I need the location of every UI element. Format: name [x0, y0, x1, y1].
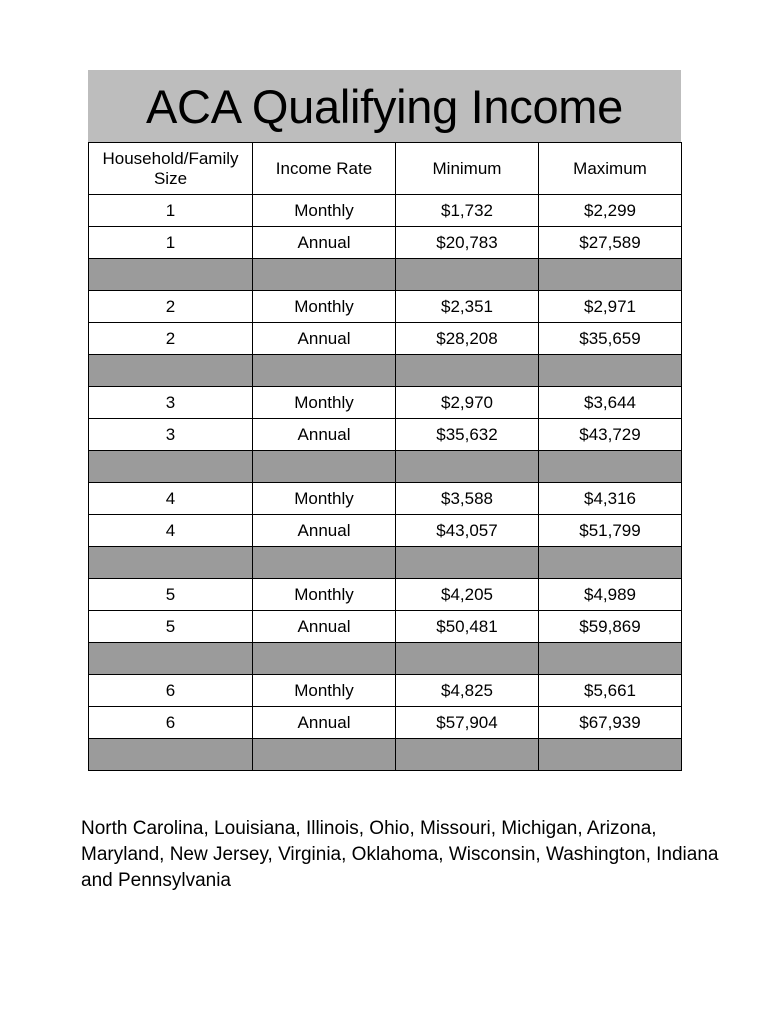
title-banner [88, 70, 681, 142]
spacer-cell [396, 451, 539, 483]
table-row [89, 611, 682, 643]
spacer-cell [539, 739, 682, 771]
cell-income-rate: Monthly [253, 195, 396, 227]
page-title: ACA Qualifying Income [146, 79, 623, 133]
spacer-row [89, 355, 682, 387]
cell-maximum: $2,299 [539, 195, 682, 227]
spacer-cell [253, 451, 396, 483]
spacer-cell [539, 259, 682, 291]
header-maximum: Maximum [539, 143, 682, 195]
spacer-cell [539, 355, 682, 387]
cell-maximum: $4,989 [539, 579, 682, 611]
cell-maximum: $51,799 [539, 515, 682, 547]
spacer-cell [396, 643, 539, 675]
spacer-cell [539, 643, 682, 675]
cell-household-size: 3 [89, 419, 253, 451]
cell-minimum: $3,588 [396, 483, 539, 515]
cell-household-size: 5 [89, 579, 253, 611]
spacer-cell [89, 547, 253, 579]
table-row [89, 387, 682, 419]
spacer-cell [253, 355, 396, 387]
header-income-rate: Income Rate [253, 143, 396, 195]
spacer-cell [89, 643, 253, 675]
cell-maximum: $43,729 [539, 419, 682, 451]
spacer-cell [396, 355, 539, 387]
table-row [89, 291, 682, 323]
cell-income-rate: Monthly [253, 579, 396, 611]
cell-maximum: $59,869 [539, 611, 682, 643]
cell-minimum: $57,904 [396, 707, 539, 739]
table-body [89, 195, 682, 771]
cell-income-rate: Monthly [253, 291, 396, 323]
cell-maximum: $4,316 [539, 483, 682, 515]
cell-minimum: $1,732 [396, 195, 539, 227]
cell-household-size: 4 [89, 515, 253, 547]
cell-household-size: 6 [89, 707, 253, 739]
cell-maximum: $2,971 [539, 291, 682, 323]
cell-income-rate: Monthly [253, 675, 396, 707]
cell-maximum: $35,659 [539, 323, 682, 355]
spacer-row [89, 643, 682, 675]
spacer-row [89, 739, 682, 771]
spacer-cell [396, 739, 539, 771]
spacer-cell [253, 643, 396, 675]
spacer-cell [539, 451, 682, 483]
cell-household-size: 6 [89, 675, 253, 707]
cell-minimum: $20,783 [396, 227, 539, 259]
cell-minimum: $4,205 [396, 579, 539, 611]
spacer-row [89, 547, 682, 579]
table-row [89, 579, 682, 611]
cell-household-size: 1 [89, 227, 253, 259]
cell-income-rate: Annual [253, 707, 396, 739]
spacer-cell [89, 259, 253, 291]
spacer-row [89, 259, 682, 291]
spacer-cell [89, 451, 253, 483]
cell-maximum: $67,939 [539, 707, 682, 739]
cell-maximum: $5,661 [539, 675, 682, 707]
cell-household-size: 3 [89, 387, 253, 419]
cell-income-rate: Monthly [253, 483, 396, 515]
cell-minimum: $2,970 [396, 387, 539, 419]
cell-minimum: $43,057 [396, 515, 539, 547]
cell-minimum: $4,825 [396, 675, 539, 707]
spacer-cell [253, 547, 396, 579]
spacer-cell [253, 739, 396, 771]
spacer-cell [539, 547, 682, 579]
cell-income-rate: Annual [253, 611, 396, 643]
table-row [89, 483, 682, 515]
table-row [89, 419, 682, 451]
cell-income-rate: Monthly [253, 387, 396, 419]
header-minimum: Minimum [396, 143, 539, 195]
table-row [89, 323, 682, 355]
cell-income-rate: Annual [253, 515, 396, 547]
spacer-cell [253, 259, 396, 291]
states-note: North Carolina, Louisiana, Illinois, Ohio, Missouri, Michigan, Arizona, Maryland, New Jersey, Virginia, Oklahoma, Wisconsin, Washington, Indiana and Pennsylvania [81, 818, 719, 891]
table-row [89, 515, 682, 547]
spacer-cell [396, 259, 539, 291]
cell-income-rate: Annual [253, 323, 396, 355]
table-row [89, 707, 682, 739]
spacer-cell [89, 355, 253, 387]
spacer-cell [89, 739, 253, 771]
cell-household-size: 4 [89, 483, 253, 515]
table-row [89, 195, 682, 227]
income-table [88, 142, 682, 771]
cell-household-size: 1 [89, 195, 253, 227]
income-sheet [88, 70, 681, 771]
cell-household-size: 2 [89, 291, 253, 323]
cell-household-size: 5 [89, 611, 253, 643]
spacer-cell [396, 547, 539, 579]
table-row [89, 227, 682, 259]
header-household-size: Household/Family Size [89, 143, 253, 195]
cell-household-size: 2 [89, 323, 253, 355]
table-row [89, 675, 682, 707]
table-header-row [89, 143, 682, 195]
cell-income-rate: Annual [253, 419, 396, 451]
cell-minimum: $50,481 [396, 611, 539, 643]
cell-maximum: $3,644 [539, 387, 682, 419]
spacer-row [89, 451, 682, 483]
cell-minimum: $35,632 [396, 419, 539, 451]
cell-minimum: $2,351 [396, 291, 539, 323]
cell-income-rate: Annual [253, 227, 396, 259]
cell-minimum: $28,208 [396, 323, 539, 355]
cell-maximum: $27,589 [539, 227, 682, 259]
